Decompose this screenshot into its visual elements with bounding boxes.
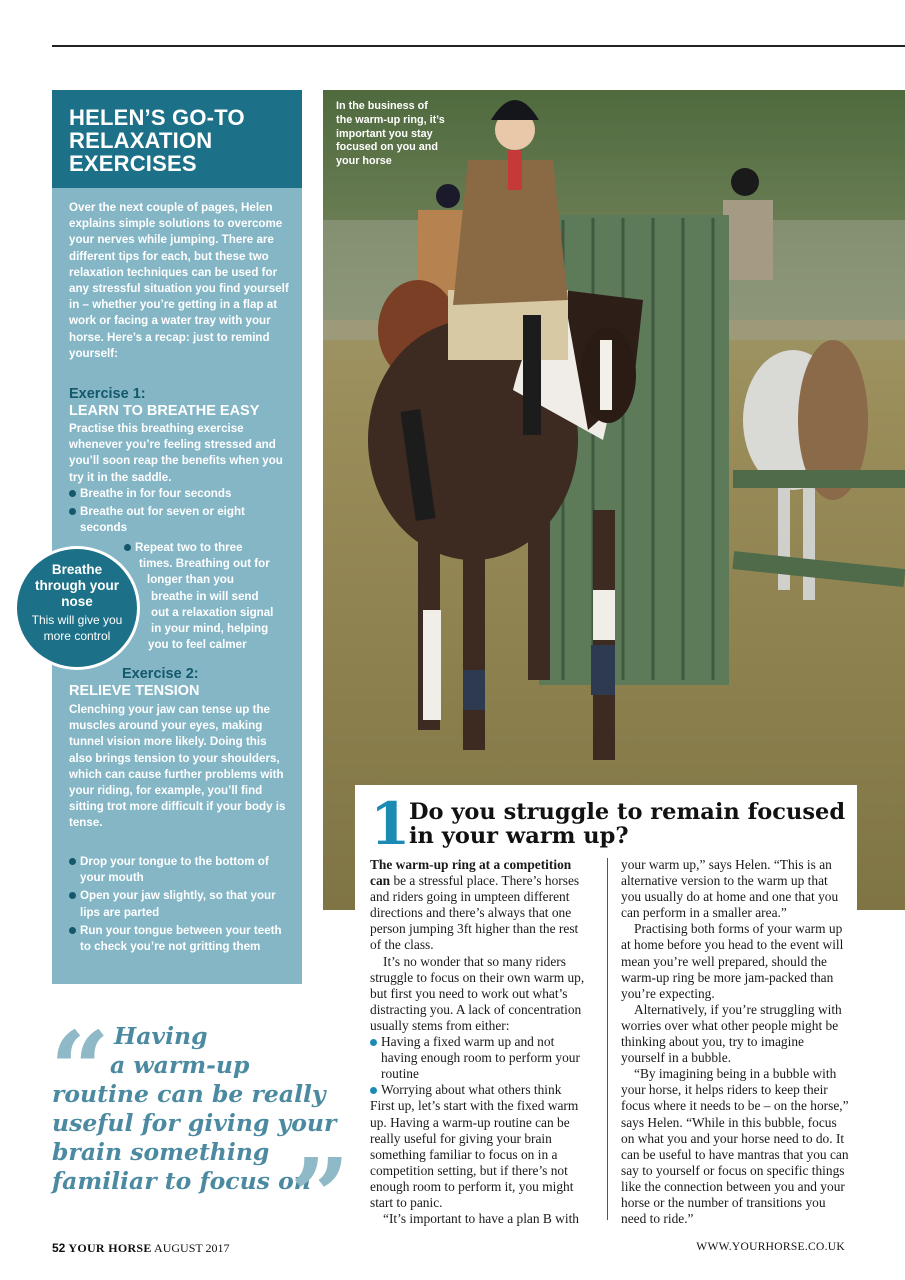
breathe-callout-subtitle: This will give you more control [31, 613, 123, 643]
website-url: WWW.YOURHORSE.CO.UK [696, 1241, 845, 1253]
bullet-dot [69, 508, 76, 515]
exercise-1-text: Practise this breathing exercise whenever you’re feeling stressed and you’ll soon reap the benefits when you try it in the saddle. [69, 422, 283, 484]
list-item [69, 486, 294, 502]
bullet-dot [124, 544, 131, 551]
paragraph: Practising both forms of your warm up at home before you head to the event will mean you’re well prepared, should the warm-up ring be more jam-packed than you’re expecting. [621, 921, 844, 1001]
bullet-line: you to feel calmer [148, 638, 247, 652]
bullet-dot [370, 1039, 377, 1046]
open-quote-icon: “ [50, 1008, 110, 1131]
list-item [124, 540, 294, 653]
bullet-dot [69, 858, 76, 865]
article-headline: Do you struggle to remain focused in your warm up? [409, 799, 846, 849]
bullet-text: Open your jaw slightly, so that your lips are parted [80, 889, 276, 919]
issue-date: AUGUST 2017 [154, 1241, 230, 1255]
pull-quote-line: brain something [52, 1138, 270, 1166]
list-item [69, 923, 294, 955]
paragraph: your warm up,” says Helen. “This is an alternative version to the warm up that you usually do at home and one that you can perform in a smaller area.” [621, 857, 839, 921]
pull-quote-line: familiar to focus on [52, 1167, 311, 1195]
list-item [69, 504, 294, 536]
bullet-text: Drop your tongue to the bottom of your mouth [80, 855, 269, 885]
pull-quote-line: useful for giving your [52, 1109, 337, 1137]
bullet-dot [69, 490, 76, 497]
bullet-text: Worrying about what others think [381, 1082, 562, 1098]
exercise-1-bullets [69, 486, 294, 539]
photo-caption: In the business of the warm-up ring, it’s important you stay focused on you and your horse [336, 100, 445, 168]
page-number: 52 [52, 1241, 66, 1255]
paragraph: It’s no wonder that so many riders struggle to focus on their own warm up, but first you need to work out what’s distracting you. A lack of concentration usually stems from either: [370, 953, 585, 1033]
close-quote-icon: ” [290, 1135, 350, 1258]
page-folio [52, 1241, 230, 1256]
exercise-2-title: RELIEVE TENSION [69, 683, 200, 699]
section-number: 1 [370, 790, 411, 858]
relaxation-sidebar [52, 90, 302, 984]
bullet-line: in your mind, helping [151, 622, 269, 636]
bullet-line: times. Breathing out for [139, 557, 270, 571]
paragraph: “It’s important to have a plan B with [383, 1211, 579, 1227]
exercise-1-bullet-3 [124, 540, 294, 653]
exercise-2-label: Exercise 2: [122, 666, 199, 682]
bullet-text: Breathe in for four seconds [80, 487, 232, 500]
sidebar-title: HELEN’S GO-TO RELAXATION EXERCISES [69, 105, 245, 176]
exercise-2-heading [69, 666, 297, 700]
bullet-dot [370, 1087, 377, 1094]
exercise-1-title: LEARN TO BREATHE EASY [69, 403, 260, 419]
exercise-1-label: Exercise 1: [69, 386, 146, 402]
lead-in: The warm-up ring at a competition can [370, 857, 572, 889]
breathe-callout-circle [14, 546, 140, 670]
paragraph: First up, let’s start with the fixed warm up. Having a warm-up routine can be really useful for giving your brain something familiar to focus on in a competition setting, but if there’s not enough room to perform it, you might start to panic. [370, 1098, 579, 1210]
paragraph: “By imagining being in a bubble with your horse, it helps riders to keep their focus where it needs to be – on the horse,” says Helen. “While in this bubble, focus on what you and your horse need to do. It can be useful to have mantras that you can say to yourself or focus on specific things like the connection between you and your horse or the number of transitions you need to ride.” [621, 1066, 849, 1227]
bullet-text: Run your tongue between your teeth to check you’re not gritting them [80, 923, 282, 954]
bullet-line: Repeat two to three [135, 541, 243, 554]
bullet-dot [69, 892, 76, 899]
sidebar-intro: Over the next couple of pages, Helen explains simple solutions to overcome your nerves while jumping. There are different tips for each, but these two relaxation techniques can be used for any stressful situation you find yourself in – whether you’re getting in a flap at work or facing a water tray with your horse. Here’s a recap: just to remind yourself: [69, 201, 289, 360]
exercise-1-heading [69, 386, 297, 420]
exercise-2-bullets [69, 854, 294, 957]
bullet-text: Breathe out for seven or eight seconds [80, 505, 245, 535]
breathe-callout-title: Breathe through your nose [35, 562, 119, 609]
sidebar-header [52, 90, 302, 188]
paragraph-text: be a stressful place. There’s horses and riders going in umpteen different directions and there’s always that one person jumping 3ft higher than the rest of the class. [370, 873, 580, 953]
list-item [69, 888, 294, 920]
magazine-name: YOUR HORSE [68, 1241, 152, 1255]
list-item [370, 1082, 592, 1098]
paragraph [370, 857, 592, 954]
bullet-line: longer than you [147, 573, 234, 587]
pull-quote-line: Having [114, 1022, 208, 1050]
article-column-1 [370, 857, 592, 1227]
bullet-text: Having a fixed warm up and not having enough room to perform your routine [381, 1034, 580, 1082]
bullet-line: out a relaxation signal [151, 605, 274, 619]
pull-quote-line: a warm-up [110, 1051, 250, 1079]
top-rule [52, 45, 905, 47]
list-item [370, 1034, 592, 1082]
pull-quote-line: routine can be really [52, 1080, 326, 1108]
exercise-2-text: Clenching your jaw can tense up the muscles around your eyes, making tunnel vision more likely. Doing this also brings tension to your shoulders, which can cause further problems with your riding, for example, you’ll find sitting trot more difficult if your body is tense. [69, 703, 286, 830]
paragraph: Alternatively, if you’re struggling with worries over what other people might be thinking about you, try to imagine yourself in a bubble. [621, 1001, 842, 1066]
article-column-2 [621, 857, 850, 1227]
bullet-dot [69, 927, 76, 934]
list-item [69, 854, 294, 886]
bullet-line: breathe in will send [151, 589, 259, 603]
column-divider [607, 858, 608, 1220]
